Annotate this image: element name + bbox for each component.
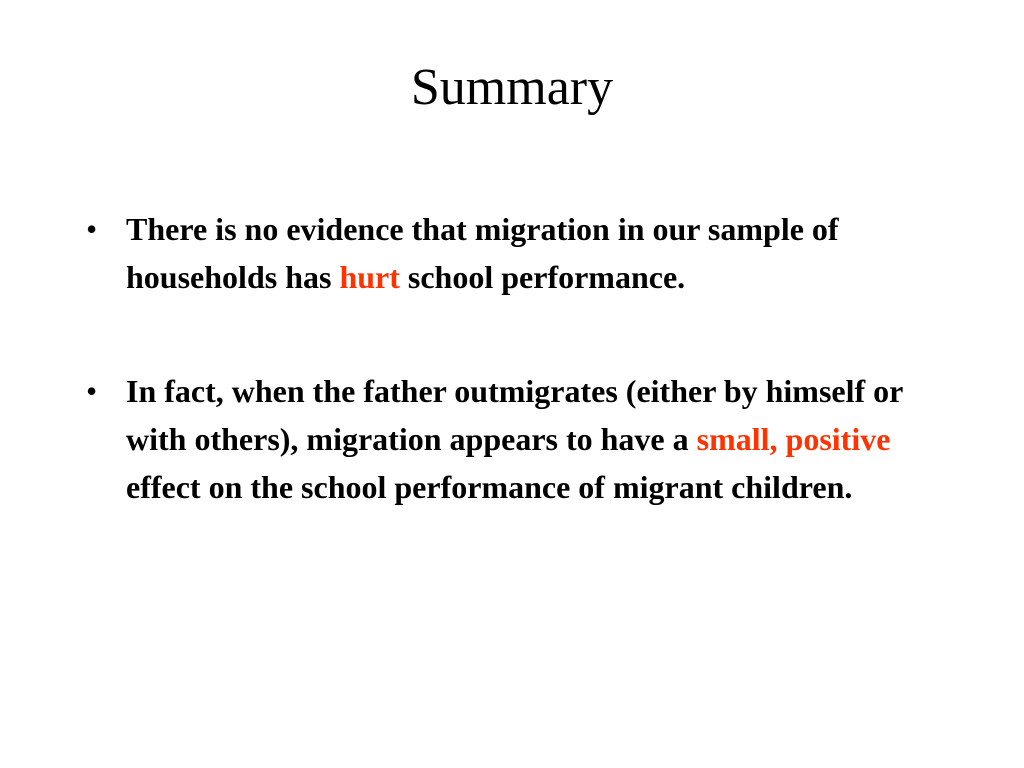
bullet-text-before: In fact, when the father outmigrates (either by himself or with others), migration appears to have a <box>126 373 903 457</box>
highlight-text: hurt <box>339 259 400 295</box>
bullet-list <box>86 205 946 511</box>
bullet-text-after: school performance. <box>399 259 686 295</box>
bullet-marker: • <box>86 211 98 247</box>
bullet-text-before: There is no evidence that migration in our sample of households has <box>126 211 839 295</box>
slide-title: Summary <box>410 59 614 116</box>
highlight-text: small, positive <box>696 421 891 457</box>
bullet-item <box>86 367 946 511</box>
bullet-text-after: effect on the school performance of migrant children. <box>126 469 853 505</box>
bullet-item <box>86 205 946 301</box>
bullet-marker: • <box>86 373 98 409</box>
